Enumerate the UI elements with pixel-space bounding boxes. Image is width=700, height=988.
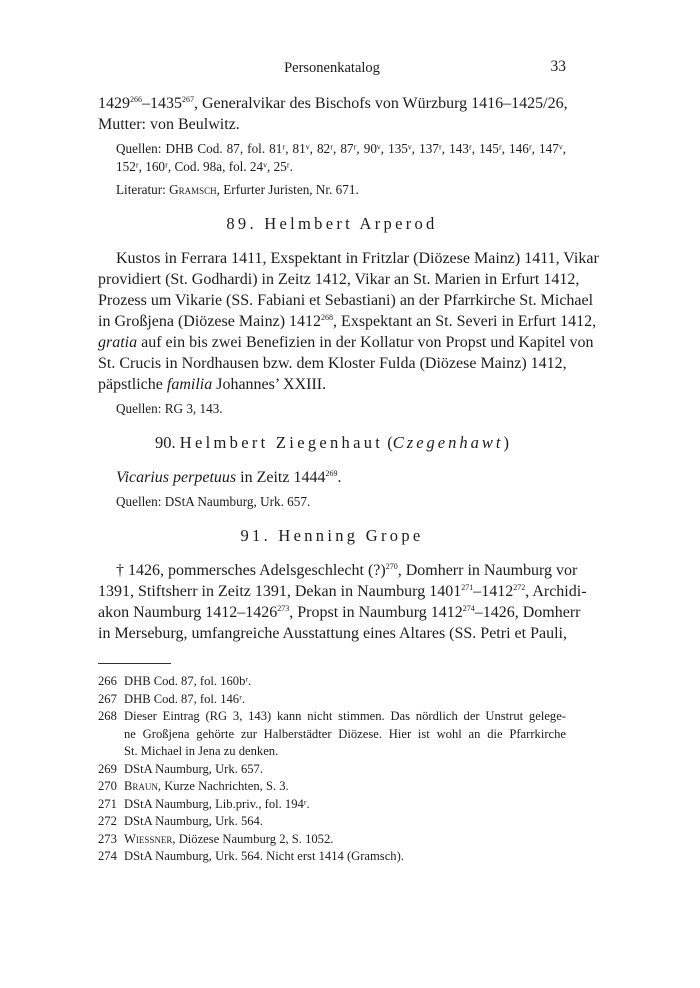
author-name: Wiessner: [124, 831, 173, 846]
footnote-number: 272: [98, 814, 117, 828]
footnote-ref: 273: [277, 604, 290, 613]
entry89-heading: 89. Helmbert Arperod: [226, 214, 438, 233]
footnote-number: 267: [98, 691, 117, 706]
entry91-line-1: † 1426, pommersches Adelsgeschlecht (?)$^{270}$, Domherr in Naumburg vor: [116, 562, 578, 579]
footnote-number: 268: [98, 709, 117, 723]
footnote: 274 DStA Naumburg, Urk. 564. Nicht erst 1414 (Gramsch).: [98, 848, 566, 866]
footnote: 269 DStA Naumburg, Urk. 657.: [98, 761, 566, 779]
entry91-line-2: 1391, Stiftsherr in Zeitz 1391, Dekan in Naumburg 1401$^{271}$–1412$^{272}$, Archidi-: [98, 583, 587, 600]
footnote-ref: 266: [130, 95, 142, 104]
footnote: 271 DStA Naumburg, Lib.priv., fol. 194ʳ.: [98, 796, 566, 814]
entry88-quellen-2: 152ʳ, 160ʳ, Cod. 98a, fol. 24ᵛ, 25ʳ.: [116, 159, 293, 174]
entry89-line-5: gratia auf ein bis zwei Benefizien in der Kollatur von Propst und Kapitel von: [98, 334, 594, 351]
entry89-line-4: in Großjena (Diözese Mainz) 1412$^{268}$, Exspektant an St. Severi in Erfurt 1412,: [98, 313, 597, 330]
entry90-line-1: Vicarius perpetuus in Zeitz 1444$^{269}$.: [116, 469, 342, 486]
author-name: Gramsch: [169, 182, 217, 197]
footnote-number: 273: [98, 831, 117, 846]
entry89-line-1: Kustos in Ferrara 1411, Exspektant in Fritzlar (Diözese Mainz) 1411, Vikar: [116, 250, 599, 267]
entry88-quellen-1: Quellen: DHB Cod. 87, fol. 81ʳ, 81ᵛ, 82ʳ, 87ʳ, 90ᵛ, 135ᵛ, 137ʳ, 143ʳ, 145ʳ, 146ʳ, 147ᵛ,: [116, 141, 566, 156]
entry90-heading: 90. Helmbert Ziegenhaut (Czegenhawt): [155, 433, 509, 452]
footnote-ref: 270: [385, 562, 398, 571]
entry88-literatur: Literatur: Gramsch, Erfurter Juristen, Nr. 671.: [116, 182, 359, 197]
footnote-ref: 271: [461, 583, 474, 592]
entry88-line-1: 1429$^{266}$–1435$^{267}$, Generalvikar des Bischofs von Würzburg 1416–1425/26,: [98, 95, 568, 112]
entry88-line-2: Mutter: von Beulwitz.: [98, 116, 240, 133]
footnote: 268 Dieser Eintrag (RG 3, 143) kann nicht stimmen. Das nördlich der Unstrut gelege- ne Großjena gehörte zur Halberstädter Diözese. Hier ist wohl an die Pfarrkirche St. Michael in Jena zu denken.: [98, 708, 566, 761]
footnote: 270 Braun, Kurze Nachrichten, S. 3.: [98, 778, 566, 796]
entry89-line-6: St. Crucis in Nordhausen bzw. dem Kloster Fulda (Diözese Mainz) 1412,: [98, 355, 567, 372]
footnote-number: 274: [98, 849, 117, 863]
main-text: [98, 93, 599, 644]
footnote-number: 269: [98, 761, 117, 776]
entry89-line-7: päpstliche familia Johannes’ XXIII.: [98, 376, 327, 393]
author-name: Braun: [124, 779, 158, 793]
entry91-heading: 91. Henning Grope: [240, 526, 424, 545]
footnote-ref: 274: [462, 604, 475, 613]
entry90-quellen: Quellen: DStA Naumburg, Urk. 657.: [116, 494, 311, 509]
footnote-ref: 269: [325, 469, 338, 478]
page-number: 33: [550, 58, 566, 75]
footnote-divider: [98, 663, 171, 664]
footnote: 273 Wiessner, Diözese Naumburg 2, S. 1052.: [98, 831, 566, 849]
footnote-ref: 268: [321, 313, 334, 322]
footnote-number: 266: [98, 674, 117, 688]
entry89-line-2: providiert (St. Godhardi) in Zeitz 1412, Vikar an St. Marien in Erfurt 1412,: [98, 271, 580, 288]
entry91-line-4: in Merseburg, umfangreiche Ausstattung eines Altares (SS. Petri et Pauli,: [98, 625, 567, 642]
footnote: 272 DStA Naumburg, Urk. 564.: [98, 813, 566, 831]
entry91-line-3: akon Naumburg 1412–1426$^{273}$, Propst in Naumburg 1412$^{274}$–1426, Domherr: [98, 604, 581, 621]
footnote-ref: 272: [513, 583, 526, 592]
footnotes: [98, 673, 566, 866]
footnote: 266 DHB Cod. 87, fol. 160bʳ.: [98, 673, 566, 691]
entry89-line-3: Prozess um Vikarie (SS. Fabiani et Sebastiani) an der Pfarrkirche St. Michael: [98, 292, 594, 309]
running-head: Personenkatalog: [284, 60, 380, 76]
footnote-number: 271: [98, 796, 117, 811]
entry89-quellen: Quellen: RG 3, 143.: [116, 401, 223, 416]
footnote-number: 270: [98, 779, 117, 793]
footnote-ref: 267: [182, 95, 194, 104]
footnote: 267 DHB Cod. 87, fol. 146ʳ.: [98, 691, 566, 709]
